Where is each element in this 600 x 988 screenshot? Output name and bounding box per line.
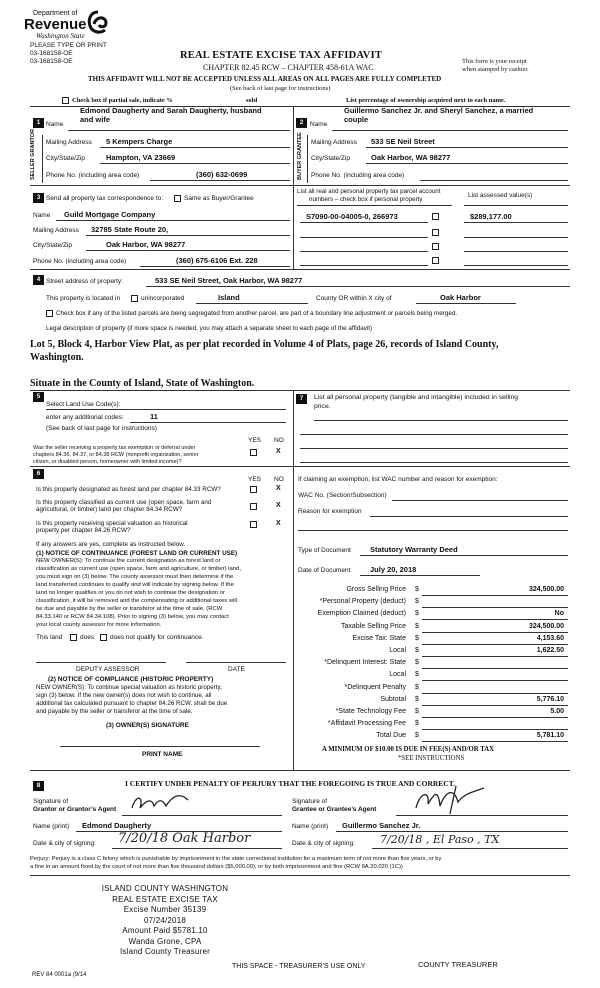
tax-row-currency: $ (415, 659, 419, 667)
land-does-checkbox[interactable] (70, 634, 77, 641)
county-name: Island (218, 293, 240, 302)
tax-row-label: Exemption Claimed (deduct) (317, 610, 406, 618)
tax-row-currency: $ (415, 598, 419, 606)
sec6-yes-header: YES (248, 476, 262, 483)
situate-line: Situate in the County of Island, State of Washington. (30, 378, 255, 389)
tax-row-currency: $ (415, 647, 419, 654)
assessor-date-label: DATE (228, 666, 245, 673)
notice-line-8: 84.33.140 or RCW 84.34.108). Prior to signing (3) below, you may contact (36, 614, 229, 620)
located-label: This property is located in (46, 295, 121, 302)
tax-row-currency: $ (415, 732, 419, 740)
tax-row-value: 1,622.50 (536, 647, 564, 654)
tax-row-label: Total Due (376, 732, 406, 740)
wac-number-label: WAC No. (Section/Subsection) (298, 492, 387, 499)
section-4-badge: 4 (33, 275, 44, 285)
buyer-mailing-label: Mailing Address (311, 139, 357, 146)
exemption-q-line1: Was the seller receiving a property tax exemption or deferral under (33, 445, 196, 451)
stamp-line: Amount Paid $5781.10 (122, 926, 208, 935)
warning-text: THIS AFFIDAVIT WILL NOT BE ACCEPTED UNLESS ALL AREAS ON ALL PAGES ARE FULLY COMPLETED (88, 75, 442, 83)
tax-row-currency: $ (415, 610, 419, 618)
land-use-see-back: (See back of last page for instructions) (46, 425, 157, 432)
document-type: Statutory Warranty Deed (370, 545, 458, 554)
corr-city: Oak Harbor, WA 98277 (106, 240, 186, 249)
grantor-date-city: 7/20/18 Oak Harbor (118, 831, 251, 846)
city-name: Oak Harbor (440, 293, 481, 302)
grantor-agent-label: Grantor or Grantor’s Agent (33, 806, 117, 813)
county-treasurer-label: COUNTY TREASURER (418, 960, 498, 969)
corr-mailing: 32785 State Route 20, (91, 225, 169, 234)
grantee-print-label: Name (print) (292, 823, 329, 830)
form-code-2: 03-168158-OE (30, 58, 73, 65)
grantee-agent-label: Grantee or Grantee’s Agent (292, 806, 377, 813)
grantor-date-label: Date & city of signing: (33, 840, 96, 847)
section-5-badge: 5 (33, 392, 44, 402)
this-land-label: This land (36, 634, 63, 641)
buyer-name-line1: Guillermo Sanchez Jr. and Sheryl Sanchez, a married (344, 106, 534, 115)
exemption-reason-label: Reason for exemption (298, 508, 362, 515)
tax-row-label: *Delinquent Penalty (344, 683, 406, 691)
seller-name-line1: Edmond Daugherty and Sarah Daugherty, husband (80, 106, 262, 115)
exemption-no-mark[interactable]: X (276, 448, 281, 455)
tax-row-currency: $ (415, 634, 419, 642)
seller-phone: (360) 632-0699 (196, 170, 248, 179)
document-date: July 20, 2018 (370, 565, 417, 574)
current-use-question-1: Is this property classified as current use (open space, farm and (36, 499, 212, 506)
buyer-mailing: 533 SE Neil Street (371, 137, 435, 146)
owner-signature-label: (3) OWNER(S) SIGNATURE (106, 722, 189, 729)
stamp-line: Excise Number 35139 (123, 905, 207, 914)
state-label: Washington State (36, 32, 85, 40)
tax-row-label: Taxable Selling Price (341, 622, 406, 630)
seller-city-label: City/State/Zip (46, 155, 86, 162)
forest-land-question: Is this property designated as forest land per chapter 84.33 RCW? (36, 486, 221, 493)
ownership-list-label: List percentage of ownership acquired next to each name. (346, 97, 506, 104)
send-correspondence-label: Send all property tax correspondence to: (46, 195, 164, 202)
land-use-code: 11 (150, 412, 158, 421)
buyer-city: Oak Harbor, WA 98277 (371, 153, 451, 162)
tax-row-label: Subtotal (380, 695, 406, 703)
additional-codes-label: enter any additional codes: (46, 414, 124, 421)
forest-no-mark[interactable]: X (276, 485, 281, 492)
compliance-line-3: additional tax calculated pursuant to chapter 84.26 RCW, shall be due (36, 700, 228, 707)
same-as-buyer-label: Same as Buyer/Grantee (184, 195, 254, 202)
personal-property-label-1: List all personal property (tangible and intangible) included in selling (314, 394, 519, 401)
grantor-print-label: Name (print) (33, 823, 70, 830)
corr-phone-label: Phone No. (including area code) (33, 258, 127, 265)
land-does-not-checkbox[interactable] (100, 634, 107, 641)
historic-no-mark[interactable]: X (276, 520, 281, 527)
tax-row-value: 5,781.10 (536, 732, 564, 740)
tax-row-currency: $ (415, 720, 419, 728)
tax-row-currency: $ (415, 683, 419, 691)
property-street: 533 SE Neil Street, Oak Harbor, WA 98277 (155, 276, 303, 285)
receipt-note-2: when stamped by cashier. (462, 66, 529, 73)
revenue-swirl-icon (86, 10, 110, 36)
seller-side-label: SELLER GRANTOR (30, 129, 36, 180)
treasurer-space-label: THIS SPACE - TREASURER’S USE ONLY (232, 963, 366, 970)
compliance-line-4: and payable by the seller or transferor at the time of sale. (36, 708, 193, 715)
grantor-signature-mark (128, 790, 198, 816)
assessed-header: List assessed value(s) (468, 192, 533, 199)
land-use-label: Select Land Use Code(s): (46, 401, 121, 408)
compliance-line-1: NEW OWNER(S): To continue special valuation as historic property, (36, 684, 222, 691)
tax-row-value: 324,500.00 (528, 622, 564, 630)
buyer-phone-label: Phone No. (including area code) (311, 172, 405, 179)
segregated-checkbox[interactable] (46, 310, 53, 317)
exemption-yes-checkbox[interactable] (250, 449, 257, 456)
form-title: REAL ESTATE EXCISE TAX AFFIDAVIT (180, 50, 383, 61)
forest-yes-checkbox[interactable] (250, 486, 257, 493)
seller-name-line2: and wife (80, 115, 111, 124)
please-type: PLEASE TYPE OR PRINT (30, 42, 107, 49)
exemption-q-line3: citizen, or disabled person, homeowner with limited income)? (33, 459, 182, 465)
tax-row-label: *Affidavit Processing Fee (327, 720, 406, 728)
historic-yes-checkbox[interactable] (250, 521, 257, 528)
seller-name-label: Name (46, 121, 64, 128)
street-address-label: Street address of property: (46, 278, 123, 285)
form-revision: REV 84 0001a (9/14 (32, 972, 87, 978)
grantee-print-name: Guillermo Sanchez Jr. (342, 821, 421, 830)
corr-name-label: Name (33, 212, 51, 219)
corr-mailing-label: Mailing Address (33, 227, 79, 234)
parcel-1-checkbox[interactable] (432, 213, 439, 220)
compliance-line-2: sign (3) below. If the new owner(s) does not wish to continue, all (36, 692, 212, 699)
notice-line-4: land transferred continues to qualify and will indicate by signing below. If the (36, 582, 234, 588)
tax-row-label: *State Technology Fee (335, 708, 406, 715)
parcel-3-checkbox[interactable] (432, 243, 439, 250)
parcel-2-checkbox[interactable] (432, 229, 439, 236)
see-back: (See back of last page for instructions) (230, 85, 331, 92)
segregated-label: Check box if any of the listed parcels are being segregated from another parcel, are part of a boundary line adjustment or parcels being merged. (56, 310, 458, 317)
unincorporated-label: unincorporated (141, 295, 185, 302)
legal-description-2: Washington. (30, 352, 84, 363)
notice-line-2: classification as current use (open space, farm and agriculture, or timber) land, (36, 566, 241, 572)
sec5-no-header: NO (274, 437, 284, 444)
tax-row-value: 5,776.10 (536, 695, 564, 703)
personal-property-label-2: price. (314, 403, 331, 410)
tax-row-value: 5.00 (550, 708, 564, 715)
tax-row-label: Local (389, 647, 406, 654)
buyer-city-label: City/State/Zip (311, 155, 351, 162)
notice-line-1: NEW OWNER(S): To continue the current designation as forest land or (36, 558, 221, 564)
parcel-header-1: List all real and personal property tax parcel account (297, 188, 441, 195)
print-name-label: PRINT NAME (142, 751, 183, 758)
document-date-label: Date of Document (298, 567, 351, 574)
legal-description-label: Legal description of property (if more space is needed, you may attach a separate sheet to each page of the affidavit) (46, 325, 373, 332)
tax-row-value: 4,153.60 (536, 634, 564, 642)
seller-phone-label: Phone No. (including area code) (46, 172, 140, 179)
stamp-line: REAL ESTATE EXCISE TAX (112, 894, 218, 904)
same-as-buyer-checkbox[interactable] (174, 195, 181, 202)
receipt-note-1: This form is your receipt (462, 58, 527, 65)
tax-row-label: Excise Tax: State (352, 634, 406, 642)
land-does-not-label: does not qualify for continuance. (110, 634, 204, 641)
stamp-line: Island County Treasurer (120, 947, 210, 956)
tax-row-label: *Personal Property (deduct) (319, 598, 406, 606)
current-use-yes-checkbox[interactable] (250, 503, 257, 510)
form-chapters: CHAPTER 82.45 RCW – CHAPTER 458-61A WAC (203, 63, 374, 72)
assessed-value: $289,177.00 (470, 212, 512, 221)
notice-line-3: you must sign on (3) below. The county assessor must then determine if the (36, 574, 234, 580)
corr-city-label: City/State/Zip (33, 242, 73, 249)
land-does-label: does (80, 634, 95, 641)
tax-row-label: Local (389, 671, 406, 679)
section-3-badge: 3 (33, 193, 44, 203)
grantee-date-city: 7/20/18 , El Paso , TX (380, 833, 500, 846)
stamp-line: 07/24/2018 (143, 915, 187, 925)
partial-sale-checkbox[interactable] (62, 97, 69, 104)
sec5-yes-header: YES (248, 437, 262, 444)
tax-row-currency: $ (415, 586, 419, 593)
minimum-fee-note: A MINIMUM OF $10.00 IS DUE IN FEE(S) AND/OR TAX (322, 746, 495, 753)
seller-mailing: 5 Kempers Charge (106, 137, 173, 146)
legal-description-1: Lot 5, Block 4, Harbor View Plat, as per plat recorded in Volume 4 of Plats, page 26, records of Island County, (30, 339, 499, 350)
seller-mailing-label: Mailing Address (46, 139, 92, 146)
tax-row-value: No (554, 610, 564, 618)
section-6-badge: 6 (33, 469, 44, 479)
agency-name: Revenue (24, 16, 87, 33)
buyer-name-label: Name (310, 121, 328, 128)
current-use-question-2: agricultural, or timber) land per chapter 84.34 RCW? (36, 506, 183, 513)
tax-row-currency: $ (415, 671, 419, 679)
section-8-badge: 8 (33, 781, 44, 791)
notice-compliance-title: (2) NOTICE OF COMPLIANCE (HISTORIC PROPERTY) (48, 676, 214, 683)
tax-row-value: 324,500.00 (528, 586, 564, 593)
stamp-line: Wanda Grone, CPA (128, 936, 202, 946)
tax-row-currency: $ (415, 695, 419, 703)
deputy-assessor-label: DEPUTY ASSESSOR (76, 666, 140, 673)
section-7-badge: 7 (296, 394, 307, 404)
dept-label: Department of (33, 10, 78, 17)
exemption-q-line2: chapters 84.36, 84.37, or 84.38 RCW (nonprofit organization, senior (33, 452, 199, 458)
seller-city: Hampton, VA 23669 (106, 153, 176, 162)
document-type-label: Type of Document (298, 547, 351, 554)
section-1-badge: 1 (33, 118, 44, 128)
sold-label: sold (246, 97, 258, 104)
notice-line-7: be due and payable by the seller or transferor at the time of sale. (RCW (36, 606, 223, 612)
tax-row-label: Gross Selling Price (346, 586, 406, 593)
buyer-side-label: BUYER GRANTEE (297, 132, 303, 180)
grantee-signature-label: Signature of (292, 798, 328, 805)
parcel-header-2: numbers – check box if personal property (309, 196, 423, 203)
if-yes-instruction: If any answers are yes, complete as instructed below. (36, 541, 186, 548)
section-2-badge: 2 (296, 118, 307, 128)
partial-sale-label: Check box if partial sale, indicate % (72, 97, 173, 104)
grantor-signature-label: Signature of (33, 798, 69, 805)
notice-line-5: land no longer qualifies or you do not wish to continue the designation or (36, 590, 225, 596)
tax-row-currency: $ (415, 708, 419, 715)
see-instructions-note: *SEE INSTRUCTIONS (398, 755, 465, 762)
parcel-4-checkbox[interactable] (432, 257, 439, 264)
historic-question-1: Is this property receiving special valuation as historical (36, 520, 188, 527)
grantee-date-label: Date & city of signing: (292, 840, 355, 847)
unincorporated-checkbox[interactable] (131, 295, 138, 302)
county-or-label: County OR within X city of (316, 295, 392, 302)
corr-name: Guild Mortgage Company (64, 210, 156, 219)
grantor-print-name: Edmond Daugherty (82, 821, 152, 830)
stamp-line: ISLAND COUNTY WASHINGTON (101, 884, 229, 893)
historic-question-2: property per chapter 84.26 RCW? (36, 527, 131, 534)
notice-line-9: your local county assessor for more information. (36, 622, 162, 628)
certify-statement: I CERTIFY UNDER PENALTY OF PERJURY THAT THE FOREGOING IS TRUE AND CORRECT. (125, 779, 456, 788)
corr-phone: (360) 675-6106 Ext. 228 (176, 256, 258, 265)
notice-continuance-title: (1) NOTICE OF CONTINUANCE (FOREST LAND OR CURRENT USE) (36, 550, 238, 557)
notice-line-6: classification, it will be removed and the compensating or additional taxes will (36, 598, 238, 604)
sec6-no-header: NO (274, 476, 284, 483)
form-code-1: 03-168158-OE (30, 50, 73, 57)
grantee-signature-mark (410, 784, 490, 816)
wac-claim-label: If claiming an exemption, list WAC number and reason for exemption: (298, 476, 498, 483)
perjury-note-1: Perjury: Perjury is a class C felony which is punishable by imprisonment in the state correctional institution for a maximum term of not more than five years, or by (30, 856, 442, 862)
tax-row-label: *Delinquent Interest: State (324, 659, 406, 667)
parcel-number: S7090-00-04005-0, 266973 (306, 212, 398, 221)
tax-row-currency: $ (415, 622, 419, 630)
perjury-note-2: a fine in an amount fixed by the court of not more than five thousand dollars ($5,000.00), or by both imprisonment and fine (RCW 9A.20.020 (1C)) (30, 864, 403, 870)
buyer-name-line2: couple (344, 115, 369, 124)
current-use-no-mark[interactable]: X (276, 502, 281, 509)
